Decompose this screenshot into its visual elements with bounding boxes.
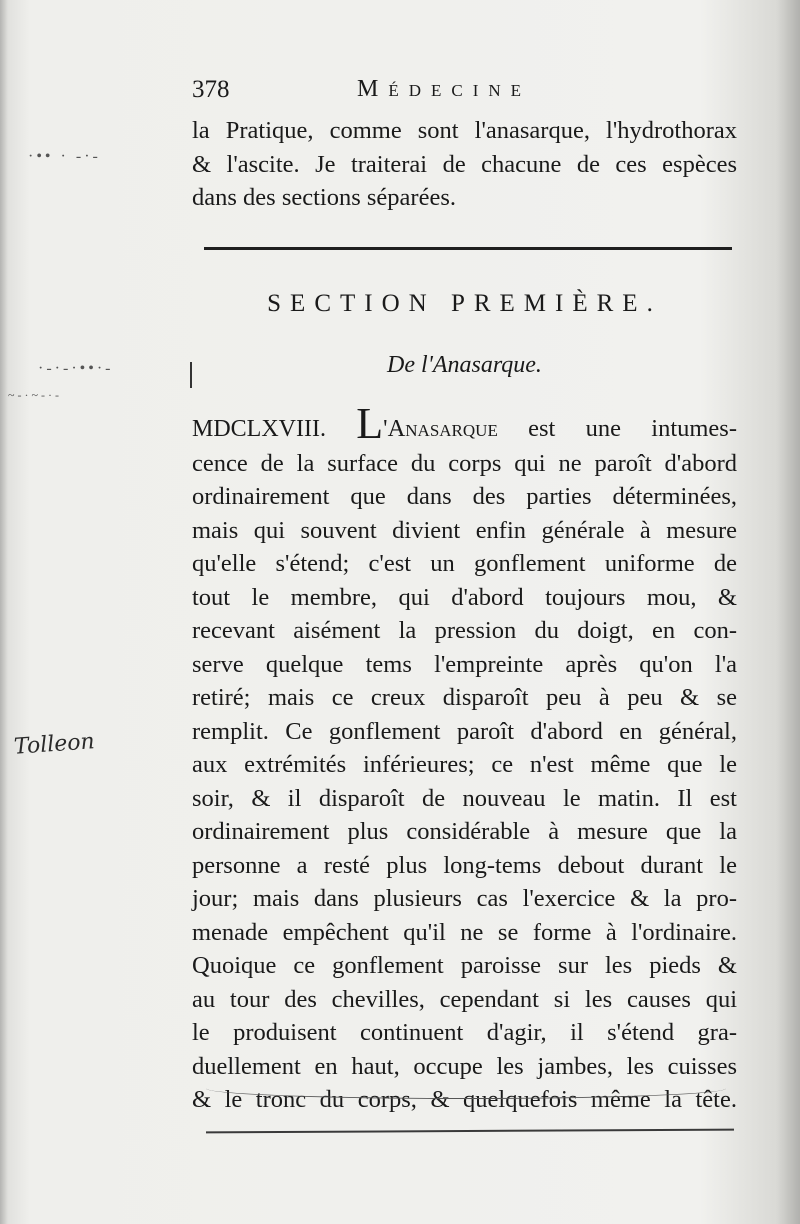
intro-line: dans des sections séparées. xyxy=(192,184,456,211)
paragraph-line: remplit. Ce gonflement paroît d'abord en général, xyxy=(192,717,737,745)
running-head: Médecine xyxy=(357,76,532,102)
handwritten-margin-note: Tolleon xyxy=(13,729,96,760)
intro-line: la Pratique, comme sont l'anasarque, l'hydrothorax xyxy=(192,117,737,144)
paragraph-line: personne a resté plus long-tems debout durant le xyxy=(192,851,737,879)
first-line-rest: est une intumes- xyxy=(528,415,737,442)
section-subtitle: De l'Anasarque. xyxy=(387,352,542,378)
paragraph-line: cence de la surface du corps qui ne paroît d'abord xyxy=(192,449,737,477)
paragraph-body xyxy=(192,399,737,1117)
paragraph-number: MDCLXVIII. xyxy=(192,416,326,442)
paragraph-line: soir, & il disparoît de nouveau le matin. Il est xyxy=(192,784,737,812)
intro-line: & l'ascite. Je traiterai de chacune de ces espèces xyxy=(192,150,737,178)
intro-text xyxy=(192,114,737,215)
paragraph-line: aux extrémités inférieures; ce n'est même que le xyxy=(192,751,737,778)
bottom-rule xyxy=(206,1129,734,1134)
pencil-underline-mark xyxy=(206,1078,726,1099)
paragraph-line: duellement en haut, occupe les jambes, les cuisses xyxy=(192,1052,737,1080)
paragraph-line: & le tronc du corps, & quelquefois même la tête. xyxy=(192,1086,737,1113)
paragraph-line: ordinairement plus considérable à mesure que la xyxy=(192,818,737,845)
paragraph-line: le produisent continuent d'agir, il s'étend gra- xyxy=(192,1019,737,1046)
paragraph-line: mais qui souvent divient enfin générale à mesure xyxy=(192,516,737,544)
paragraph-line: serve quelque tems l'empreinte après qu'on l'a xyxy=(192,650,737,678)
page-edge-shadow xyxy=(0,0,8,1224)
ink-smudge-mark: ~-·~-·- xyxy=(8,388,62,402)
paragraph-line: jour; mais dans plusieurs cas l'exercice & la pro- xyxy=(192,885,737,912)
drop-cap: L xyxy=(356,399,384,448)
paragraph-line: ordinairement que dans des parties déterminées, xyxy=(192,483,737,510)
section-title: SECTION PREMIÈRE. xyxy=(267,290,662,317)
lead-word: 'Anasarque xyxy=(383,415,498,442)
paragraph-line: recevant aisément la pression du doigt, en con- xyxy=(192,617,737,644)
paragraph-line: tout le membre, qui d'abord toujours mou, & xyxy=(192,583,737,611)
paragraph-line: qu'elle s'étend; c'est un gonflement uniforme de xyxy=(192,550,737,577)
ink-smudge-mark: ·-·-·••·- xyxy=(38,360,114,377)
binding-shadow xyxy=(776,0,800,1224)
ink-smudge-mark: ·•• · -·- xyxy=(28,148,101,165)
paragraph-line: menade empêchent qu'il ne se forme à l'ordinaire. xyxy=(192,918,737,946)
paragraph-line: Quoique ce gonflement paroisse sur les pieds & xyxy=(192,952,737,979)
paragraph-line: retiré; mais ce creux disparoît peu à peu & se xyxy=(192,684,737,711)
page-header xyxy=(192,76,732,116)
section-divider-rule xyxy=(204,247,732,250)
paragraph-first-line xyxy=(192,399,737,448)
page-number: 378 xyxy=(192,76,230,103)
paragraph-line: au tour des chevilles, cependant si les causes qui xyxy=(192,985,737,1013)
